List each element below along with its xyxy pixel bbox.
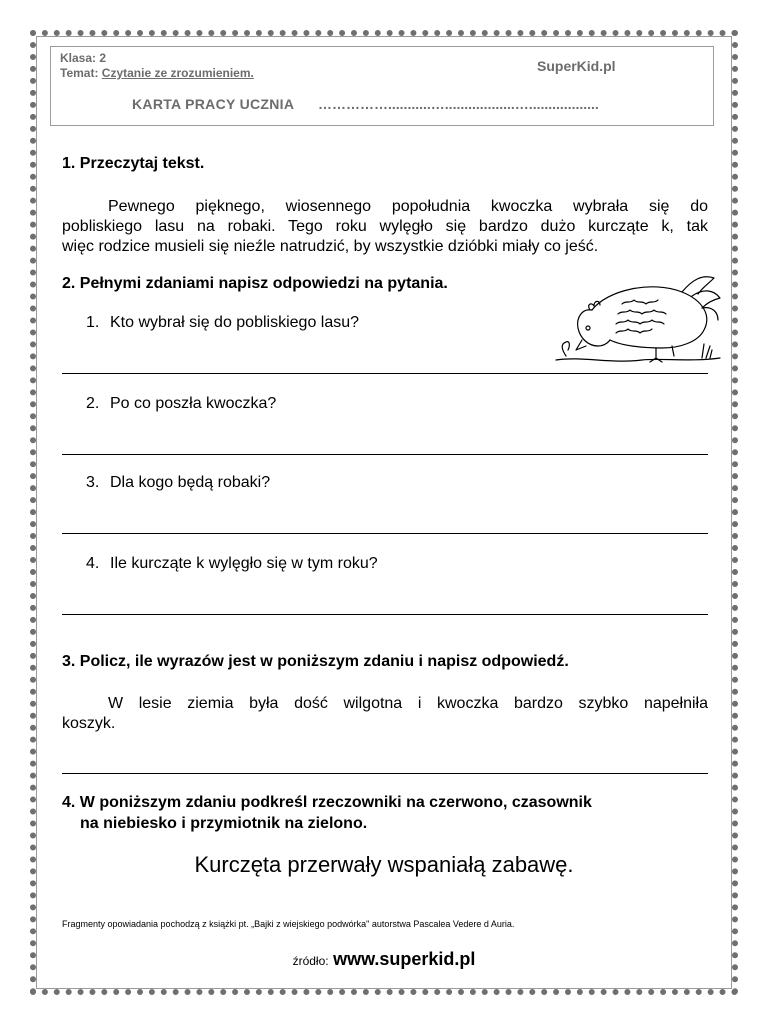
student-name-field[interactable]: ……………...........…..................….................. bbox=[318, 96, 599, 112]
brand-name: SuperKid.pl bbox=[537, 58, 616, 74]
class-label: Klasa: 2 bbox=[60, 51, 107, 65]
source-label: źródło: bbox=[292, 954, 329, 968]
task1-heading: 1. Przeczytaj tekst. bbox=[62, 155, 205, 172]
answer-line-5[interactable] bbox=[62, 773, 708, 774]
question-3-number: 3. bbox=[86, 474, 100, 491]
hen-pecking-icon bbox=[552, 270, 722, 368]
task1-line2: pobliskiego lasu na robaki. Tego roku wylęgło się bardzo dużo kurcząte k, tak bbox=[62, 218, 708, 235]
task1-text bbox=[62, 197, 708, 257]
question-1-text: Kto wybrał się do pobliskiego lasu? bbox=[110, 314, 360, 331]
footnote: Fragmenty opowiadania pochodzą z książki pt. „Bajki z wiejskiego podwórka" autorstwa Pascalea Vedere d Auria. bbox=[62, 919, 515, 929]
topic-label bbox=[60, 66, 254, 80]
question-4-text: Ile kurcząte k wylęgło się w tym roku? bbox=[110, 555, 378, 572]
question-2-number: 2. bbox=[86, 395, 100, 412]
worksheet-title: KARTA PRACY UCZNIA bbox=[132, 96, 295, 112]
question-1-number: 1. bbox=[86, 314, 100, 331]
task2-heading: 2. Pełnymi zdaniami napisz odpowiedzi na pytania. bbox=[62, 275, 448, 292]
page-inner-border bbox=[36, 36, 732, 989]
topic-prefix: Temat: bbox=[60, 66, 99, 80]
task3-heading: 3. Policz, ile wyrazów jest w poniższym zdaniu i napisz odpowiedź. bbox=[62, 653, 569, 670]
question-1 bbox=[86, 314, 359, 332]
question-4-number: 4. bbox=[86, 555, 100, 572]
task4-heading-line1: 4. W poniższym zdaniu podkreśl rzeczowniki na czerwono, czasownik bbox=[62, 794, 592, 811]
task4-heading-line2: na niebiesko i przymiotnik na zielono. bbox=[80, 815, 368, 832]
answer-line-2[interactable] bbox=[62, 454, 708, 455]
task3-text bbox=[62, 694, 708, 734]
question-2-text: Po co poszła kwoczka? bbox=[110, 395, 277, 412]
task1-line1: Pewnego pięknego, wiosennego popołudnia kwoczka wybrała się do bbox=[108, 198, 708, 215]
answer-line-3[interactable] bbox=[62, 533, 708, 534]
question-3-text: Dla kogo będą robaki? bbox=[110, 474, 271, 491]
task4-sentence[interactable]: Kurczęta przerwały wspaniałą zabawę. bbox=[194, 852, 574, 877]
question-3 bbox=[86, 474, 270, 492]
task3-line2: koszyk. bbox=[62, 715, 116, 732]
answer-line-4[interactable] bbox=[62, 614, 708, 615]
source-link[interactable]: www.superkid.pl bbox=[333, 949, 476, 969]
question-4 bbox=[86, 555, 378, 573]
question-2 bbox=[86, 395, 276, 413]
task3-line1: W lesie ziemia była dość wilgotna i kwoczka bardzo szybko napełniła bbox=[108, 695, 708, 712]
answer-line-1[interactable] bbox=[62, 373, 708, 374]
task1-line3: więc rodzice musieli się nieźle natrudzić, by wszystkie dzióbki miały co jeść. bbox=[62, 238, 599, 255]
source-line bbox=[0, 949, 768, 970]
topic-value: Czytanie ze zrozumieniem. bbox=[101, 66, 254, 80]
